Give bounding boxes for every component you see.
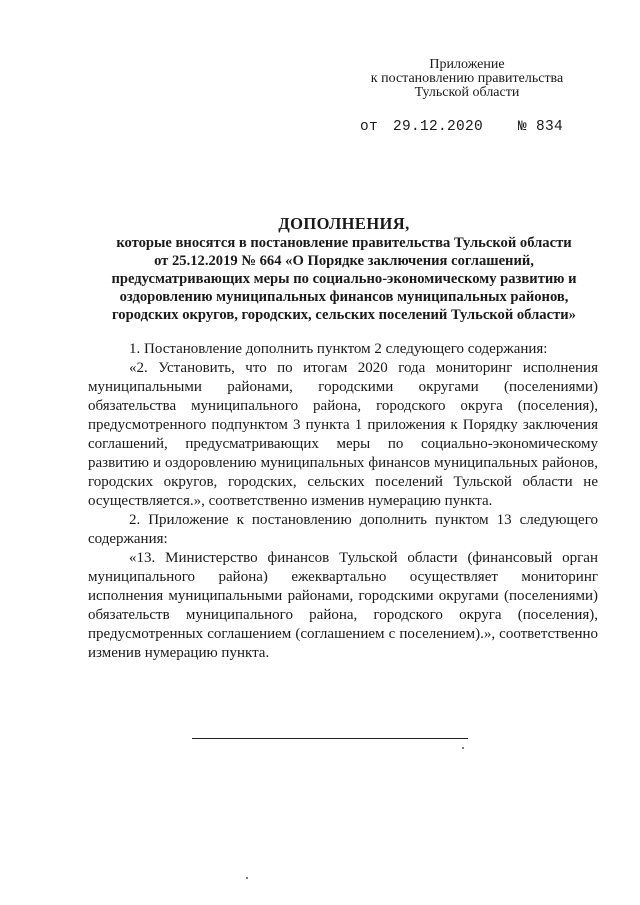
scan-speck	[462, 747, 464, 749]
paragraph-1: 1. Постановление дополнить пунктом 2 следующего содержания:	[129, 341, 548, 357]
decree-date: 29.12.2020	[393, 119, 484, 135]
paragraph-2: «2. Установить, что по итогам 2020 года мониторинг исполнения муниципальными районами, городскими округами (поселениями) обязательства муниципального района, городского округа (поселения), предусмотренного подпунктом 3 пункта 1 приложения к Порядку заключения соглашений, предусматривающих меры по социально-экономическому развитию и оздоровлению муниципальных финансов муниципальных районов, городских округов, городских, сельских поселений Тульской области не осуществляется.», соответственно изменив нумерацию пункта.	[88, 360, 598, 509]
attachment-header	[352, 58, 582, 100]
title-sub-line: городских округов, городских, сельских поселений Тульской области»	[112, 307, 576, 323]
attachment-line: Тульской области	[414, 85, 520, 100]
document-body	[88, 340, 598, 663]
attachment-line: к постановлению правительства	[370, 71, 564, 86]
document-title	[88, 214, 600, 324]
paragraph-3: 2. Приложение к постановлению дополнить пунктом 13 следующего содержания:	[88, 512, 598, 547]
closing-divider	[192, 738, 468, 739]
scan-speck	[246, 877, 248, 879]
title-sub-line: от 25.12.2019 № 664 «О Порядке заключения соглашений,	[154, 253, 534, 269]
title-sub-line: оздоровлению муниципальных финансов муниципальных районов,	[119, 289, 569, 305]
decree-number: № 834	[518, 119, 564, 135]
decree-reference	[360, 119, 564, 135]
date-prefix: от	[360, 119, 379, 135]
paragraph-4: «13. Министерство финансов Тульской области (финансовый орган муниципального района) ежеквартально осуществляет мониторинг исполнения муниципальными районами, городскими округами (поселениями) обязательств муниципального района, городского округа (поселения), предусмотренных соглашением (соглашением с поселением).», соответственно изменив нумерацию пункта.	[88, 550, 598, 661]
title-sub-line: которые вносятся в постановление правительства Тульской области	[116, 235, 572, 251]
attachment-line: Приложение	[429, 57, 505, 72]
title-sub-line: предусматривающих меры по социально-экономическому развитию и	[111, 271, 577, 287]
title-main: ДОПОЛНЕНИЯ,	[278, 214, 410, 233]
